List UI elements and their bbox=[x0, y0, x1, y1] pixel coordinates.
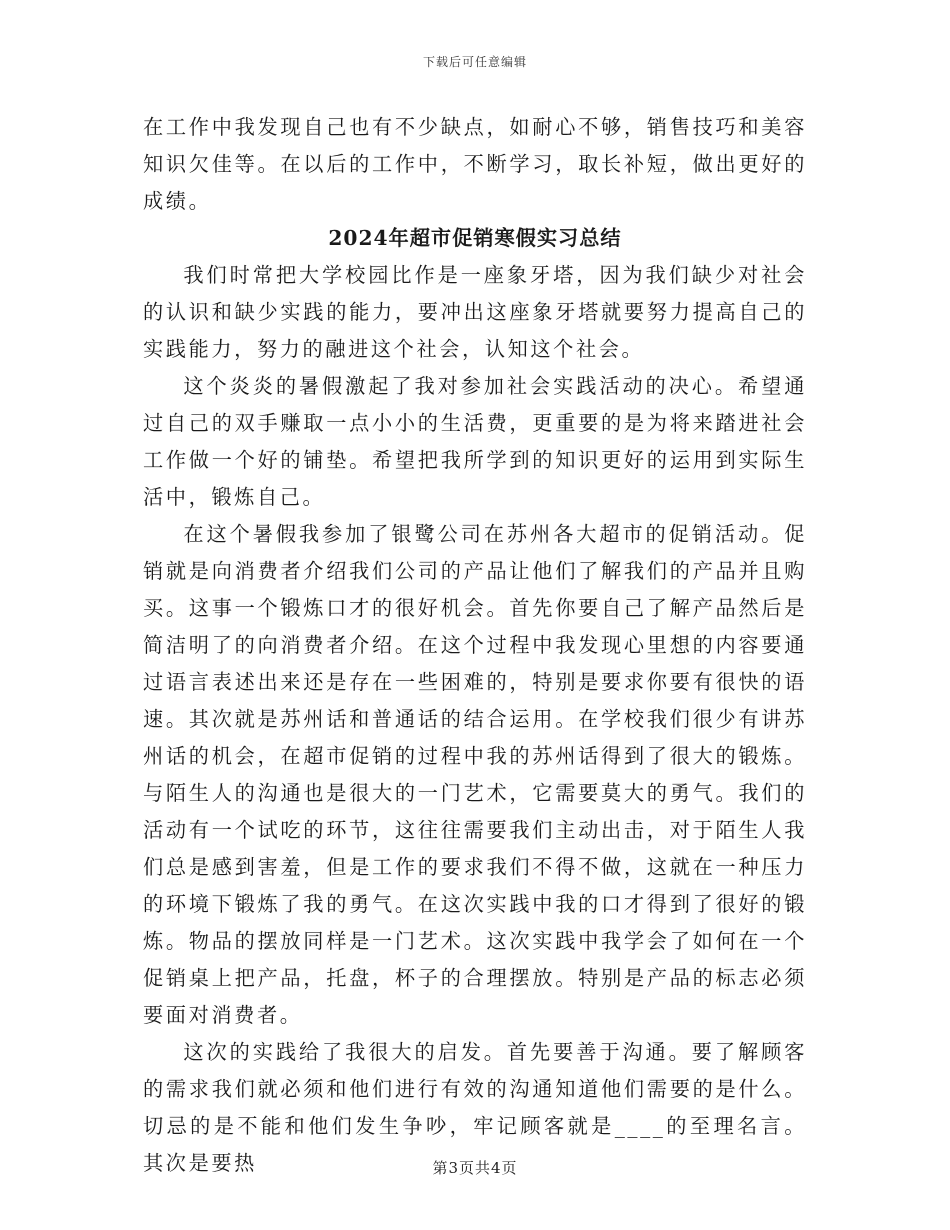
paragraph-1: 我们时常把大学校园比作是一座象牙塔，因为我们缺少对社会的认识和缺少实践的能力，要冲出这座象牙塔就要努力提高自己的实践能力，努力的融进这个社会，认知这个社会。 bbox=[143, 263, 807, 361]
document-body bbox=[143, 109, 807, 1182]
paragraph-continuation: 在工作中我发现自己也有不少缺点，如耐心不够，销售技巧和美容知识欠佳等。在以后的工作中，不断学习，取长补短，做出更好的成绩。 bbox=[143, 115, 807, 213]
paragraph-3: 在这个暑假我参加了银鹭公司在苏州各大超市的促销活动。促销就是向消费者介绍我们公司的产品让他们了解我们的产品并且购买。这事一个锻炼口才的很好机会。首先你要自己了解产品然后是简洁明了的向消费者介绍。在这个过程中我发现心里想的内容要通过语言表述出来还是存在一些困难的，特别是要求你要有很快的语速。其次就是苏州话和普通话的结合运用。在学校我们很少有讲苏州话的机会，在超市促销的过程中我的苏州话得到了很大的锻炼。与陌生人的沟通也是很大的一门艺术，它需要莫大的勇气。我们的活动有一个试吃的环节，这往往需要我们主动出击，对于陌生人我们总是感到害羞，但是工作的要求我们不得不做，这就在一种压力的环境下锻炼了我的勇气。在这次实践中我的口才得到了很好的锻炼。物品的摆放同样是一门艺术。这次实践中我学会了如何在一个促销桌上把产品，托盘，杯子的合理摆放。特别是产品的标志必须要面对消费者。 bbox=[143, 522, 807, 1027]
paragraph-2: 这个炎炎的暑假激起了我对参加社会实践活动的决心。希望通过自己的双手赚取一点小小的生活费，更重要的是为将来踏进社会工作做一个好的铺垫。希望把我所学到的知识更好的运用到实际生活中，锻炼自己。 bbox=[143, 374, 807, 509]
page-footer: 第3页共4页 bbox=[432, 1159, 518, 1177]
section-title: 2024年超市促销寒假实习总结 bbox=[328, 226, 622, 250]
page-header: 下载后可任意编辑 bbox=[422, 55, 527, 69]
paragraph-4: 这次的实践给了我很大的启发。首先要善于沟通。要了解顾客的需求我们就必须和他们进行有效的沟通知道他们需要的是什么。切忌的是不能和他们发生争吵，牢记顾客就是____的至理名言。其次是要热 bbox=[143, 1040, 807, 1175]
